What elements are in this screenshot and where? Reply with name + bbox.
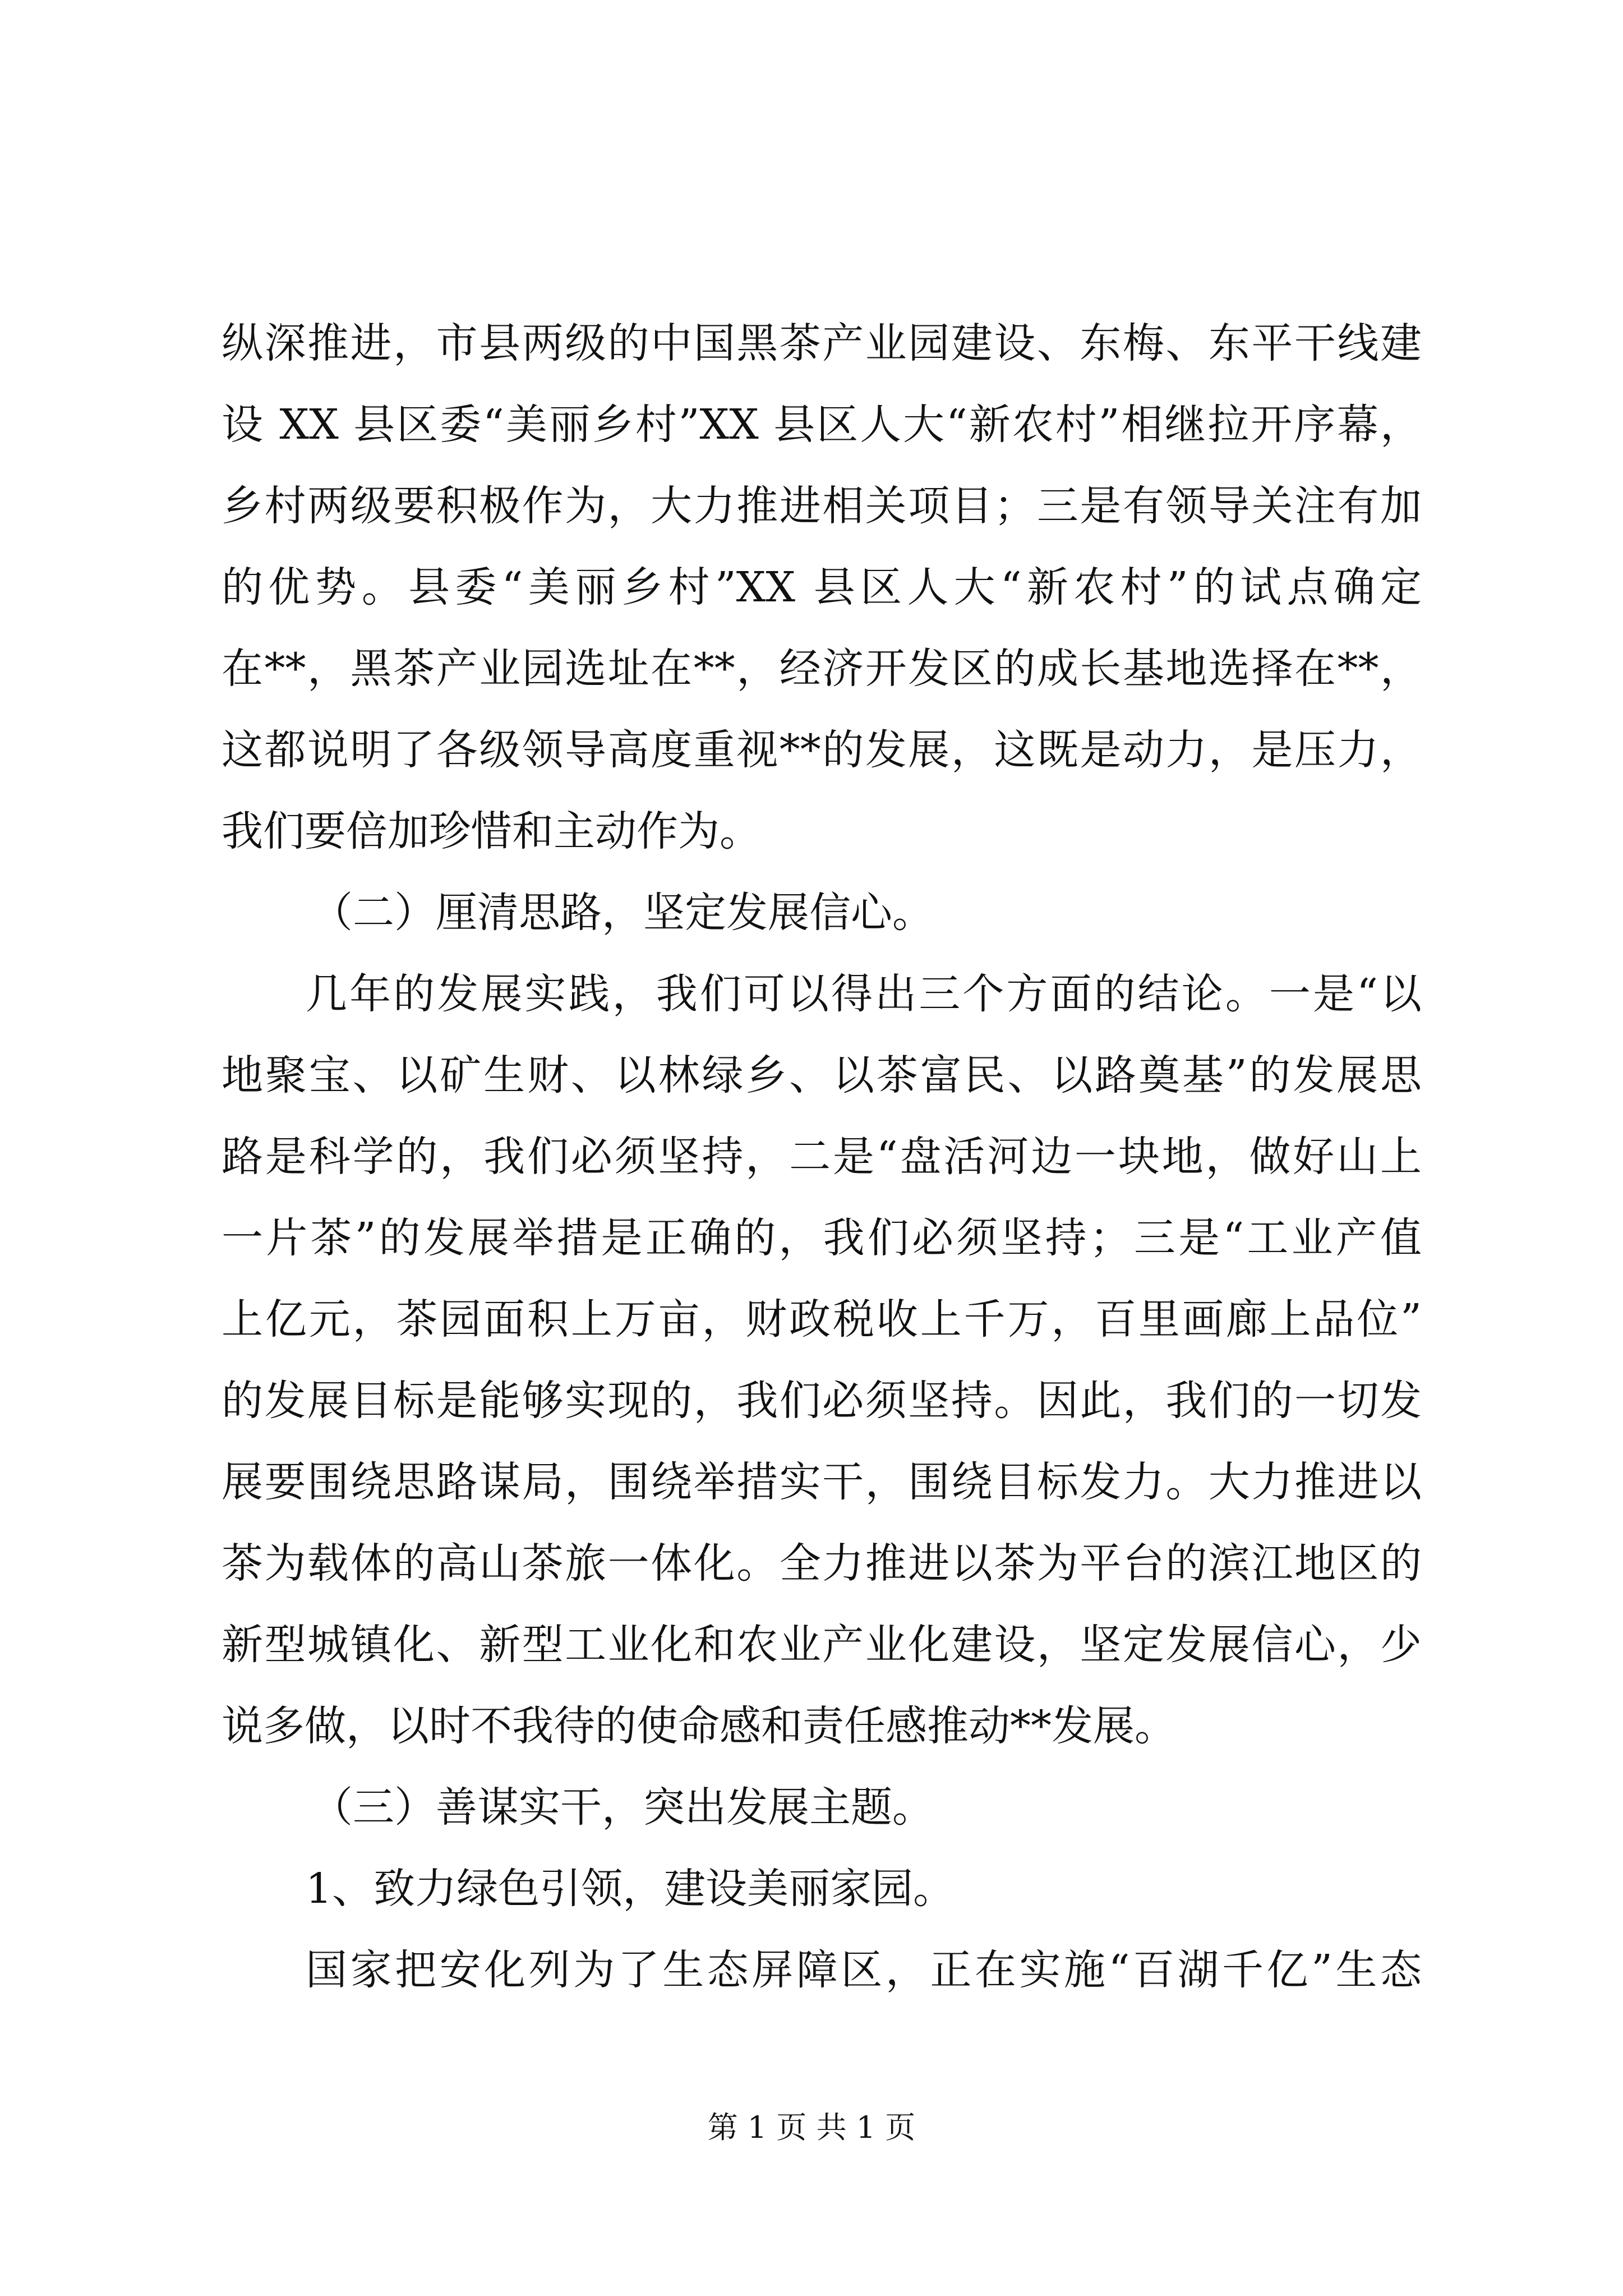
document-body [222,303,1422,2011]
page-number-label: 第 1 页 共 1 页 [707,2110,916,2145]
body-line: 国家把安化列为了生态屏障区，正在实施“百湖千亿”生态 [306,1946,1422,1994]
body-line: 这都说明了各级领导高度重视**的发展，这既是动力，是压力， [222,726,1422,774]
sub-heading: 1、致力绿色引领，建设美丽家园。 [306,1865,955,1913]
body-line: 展要围绕思路谋局，围绕举措实干，围绕目标发力。大力推进以 [222,1458,1422,1506]
body-line: 新型城镇化、新型工业化和农业产业化建设，坚定发展信心，少 [222,1621,1422,1669]
body-line: 的发展目标是能够实现的，我们必须坚持。因此，我们的一切发 [222,1377,1422,1425]
body-line: 几年的发展实践，我们可以得出三个方面的结论。一是“以 [306,970,1422,1018]
body-line: 路是科学的，我们必须坚持，二是“盘活河边一块地，做好山上 [222,1133,1422,1181]
body-line: 一片茶”的发展举措是正确的，我们必须坚持；三是“工业产值 [222,1214,1422,1262]
body-line: 我们要倍加珍惜和主动作为。 [222,807,761,855]
body-line: 茶为载体的高山茶旅一体化。全力推进以茶为平台的滨江地区的 [222,1539,1422,1588]
body-line: 的优势。县委“美丽乡村”XX 县区人大“新农村”的试点确定 [222,563,1422,611]
body-line: 在**，黑茶产业园选址在**，经济开发区的成长基地选择在**， [222,645,1422,693]
body-line: 乡村两级要积极作为，大力推进相关项目；三是有领导关注有加 [222,482,1422,530]
section-heading: （三）善谋实干，突出发展主题。 [311,1783,934,1832]
body-line: 上亿元，茶园面积上万亩，财政税收上千万，百里画廊上品位” [222,1295,1422,1343]
section-heading: （二）厘清思路，坚定发展信心。 [311,889,934,937]
body-line: 说多做，以时不我待的使命感和责任感推动**发展。 [222,1702,1176,1750]
page-footer [0,2104,1623,2147]
body-line: 地聚宝、以矿生财、以林绿乡、以茶富民、以路奠基”的发展思 [222,1051,1422,1099]
body-line: 设 XX 县区委“美丽乡村”XX 县区人大“新农村”相继拉开序幕， [222,401,1422,449]
body-line: 纵深推进，市县两级的中国黑茶产业园建设、东梅、东平干线建 [222,319,1422,367]
